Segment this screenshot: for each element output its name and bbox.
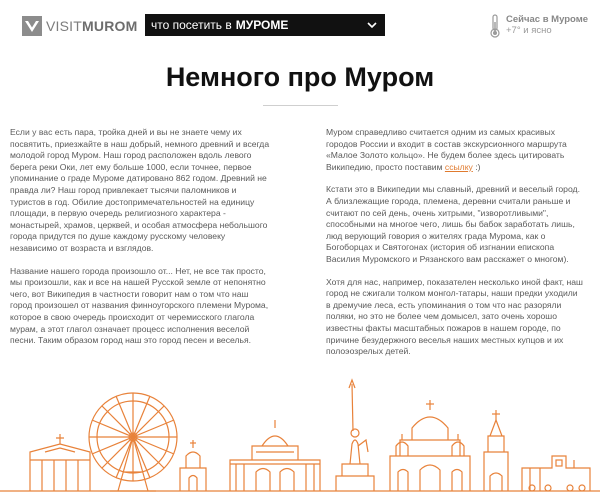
logo-icon (22, 16, 42, 36)
page-title: Немного про Муром (165, 62, 435, 92)
logo-text: VISITMUROM (46, 18, 138, 34)
ferris-wheel-icon (89, 393, 177, 491)
article-paragraph: Кстати это в Википедии мы славный, древний и веселый город. А близлежащие города, племена, деревни считали раньше и считают по сей день, очень хитрыми, "изворотливыми", способными на многое чего, лишь бы бабок заработать лишь, люд верующий говория о жителях града Мурома, как о Богоборцах и Святогонах (история об изгнании епископа Василия Муромского и Рязанского вам расскажет о многом). (326, 184, 580, 264)
destination-select[interactable] (145, 14, 385, 36)
destination-select-label: что посетить в (151, 18, 232, 32)
article-paragraph: Хотя для нас, например, показателен несколько иной факт, наш город не сжигали толком монгол-татары, наши предки уходили в дремучие леса, есть упоминания о том что нас разоряли поляки, но это не более чем домысел, зато очень хорошо известны факты масштабных пожаров в нашем городе, по причине безудержного веселья наших местных купцов и их полоэозрелых детей. (326, 276, 583, 357)
thermometer-icon (490, 14, 500, 38)
wikipedia-link[interactable]: ссылку (444, 161, 473, 172)
weather-label: Сейчас в Муроме (506, 14, 589, 25)
city-skyline-illustration (0, 360, 600, 493)
article-right-column (326, 127, 584, 369)
site-logo[interactable] (22, 16, 137, 36)
weather-value: +7° и ясно (506, 25, 552, 36)
site-header (0, 0, 600, 50)
weather-widget (490, 14, 588, 40)
article-paragraph: Если у вас есть пара, тройка дней и вы не знаете чему их посвятить, приезжайте в наш добрый, немного древний и всегда молодой город Муром. Наш город расположен вдоль левого берега реки Оки, лет ему больше 1000, если точнее, первое упоминание о граде Муроме датировано 862 годом. Древний не правда ли? Наш город привлекает тысячи паломников и туристов в год. Обилие достопримечательностей на единицу площади, в первую очередь религиозного характера - монастырей, храмов, церквей, и особая атмосфера небольшого города придутся по душе каждому русскому человеку независимо от возраста и взглядов. (10, 127, 270, 253)
article-paragraph: Название нашего города произошло от... Нет, не все так просто, мы произошли, как и все на нашей Русской земле от непонятно чего, вот Википедия в частности говорит нам о том что наш город произошел от названия финноугорского племени Мурома, которое в свою очередь происходит от черемисского глагола мурам, а этот глагол означает процесс исполнения веселой песни. Таким образом город наш это город песен и веселья. (10, 265, 269, 346)
destination-select-city: МУРОМЕ (235, 18, 289, 32)
bell-tower-icon (484, 410, 508, 491)
article-paragraph: Муром справедливо считается одним из самых красивых городов России и входит в состав экскурсионного маршрута «Малое Золото кольцо». Не будем более здесь цитировать Википедию, просто поставим ссылку :) (326, 127, 567, 172)
article-left-column (10, 127, 270, 358)
theater-building-icon (230, 420, 320, 491)
chevron-down-icon (365, 18, 379, 32)
ilya-muromets-monument-icon (336, 380, 374, 491)
cathedral-icon (390, 400, 470, 491)
locomotive-icon (522, 456, 590, 491)
title-divider (263, 105, 338, 106)
small-church-icon (180, 440, 206, 491)
station-building-icon (30, 434, 90, 491)
